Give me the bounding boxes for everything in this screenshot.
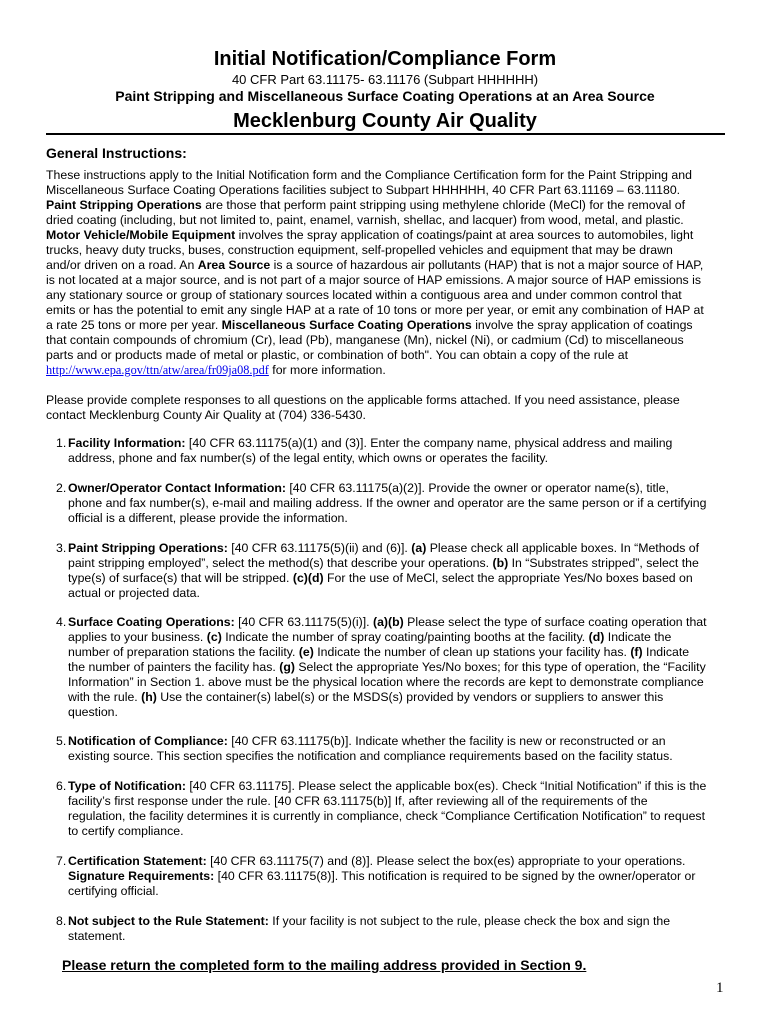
text-segment: type(s) of surface(s) that will be stripped. <box>68 571 293 585</box>
item-text <box>68 854 695 899</box>
text-line <box>68 556 699 571</box>
bold-term: Area Source <box>197 258 271 272</box>
text-line <box>68 451 672 466</box>
text-segment: regulation, the facility determines it is currently in compliance, check “Compliance Certification Notification” to request <box>68 809 705 823</box>
text-line <box>46 243 704 258</box>
text-segment: [40 CFR 63.11175(a)(1) and (3)]. Enter the company name, physical address and mailing <box>185 436 673 450</box>
bold-term: Paint Stripping Operations: <box>68 541 228 555</box>
bold-term: (g) <box>279 660 295 674</box>
text-segment: contact Mecklenburg County Air Quality at (704) 336-5430. <box>46 408 366 422</box>
text-line <box>46 333 704 348</box>
text-segment: Please check all applicable boxes. In “Methods of <box>426 541 700 555</box>
bold-term: Certification Statement: <box>68 854 207 868</box>
item-text <box>68 481 706 526</box>
text-line <box>46 348 704 363</box>
text-segment: Miscellaneous Surface Coating Operations facilities subject to Subpart HHHHHH, 40 CFR Part 63.11169 – 63.11180. <box>46 183 681 197</box>
text-line <box>68 511 706 526</box>
text-segment: to certify compliance. <box>68 824 184 838</box>
text-line <box>68 869 695 884</box>
text-segment: and/or driven on a road. An <box>46 258 198 272</box>
bold-term: (a)(b) <box>373 615 404 629</box>
intro-paragraph <box>46 168 704 378</box>
text-line <box>68 645 707 660</box>
bold-term: (c)(d) <box>292 571 324 585</box>
text-segment: Indicate the <box>604 630 672 644</box>
text-segment: any stationary source or group of stationary sources located within a contiguous area and under common control that <box>46 288 682 302</box>
text-line <box>68 690 707 705</box>
text-line <box>46 408 680 423</box>
text-line <box>68 824 706 839</box>
bold-term: Notification of Compliance: <box>68 734 228 748</box>
text-line <box>68 436 672 451</box>
text-segment: existing source. This section specifies the notification and compliance requirements based on the facility status. <box>68 749 673 763</box>
text-line <box>46 258 704 273</box>
text-segment: is not located at a major source, and is not part of a major source of HAP emissions. A major source of HAP emissions is <box>46 273 701 287</box>
text-segment: that contain compounds of chromium (Cr), lead (Pb), manganese (Mn), nickel (Ni), or cadmium (Cd) to miscellaneous <box>46 333 684 347</box>
text-segment: [40 CFR 63.11175(5)(ii) and (6)]. <box>227 541 412 555</box>
item-number: 6. <box>56 779 67 793</box>
page-number: 1 <box>716 980 724 996</box>
text-segment: Select the appropriate Yes/No boxes; for this type of operation, the “Facility <box>294 660 706 674</box>
text-line <box>46 183 704 198</box>
form-subtitle: Paint Stripping and Miscellaneous Surface Coating Operations at an Area Source <box>115 88 655 104</box>
item-number: 8. <box>56 914 67 928</box>
text-segment: [40 CFR 63.11175(b)]. Indicate whether the facility is new or reconstructed or an <box>227 734 666 748</box>
item-text <box>68 914 670 944</box>
agency-name: Mecklenburg County Air Quality <box>233 110 537 132</box>
text-line <box>68 615 707 630</box>
text-line <box>46 318 704 333</box>
text-segment: involve the spray application of coatings <box>471 318 693 332</box>
return-notice: Please return the completed form to the mailing address provided in Section 9. <box>62 957 587 973</box>
bold-term: (d) <box>588 630 605 644</box>
bold-term: (e) <box>298 645 314 659</box>
text-segment: certifying official. <box>68 884 159 898</box>
text-line <box>68 914 670 929</box>
bold-term: Not subject to the Rule Statement: <box>68 914 269 928</box>
item-number: 4. <box>56 615 67 629</box>
cfr-reference: 40 CFR Part 63.11175- 63.11176 (Subpart HHHHHH) <box>231 72 539 87</box>
text-segment: involves the spray application of coatings/paint at area sources to automobiles, light <box>235 228 694 242</box>
text-line <box>68 929 670 944</box>
text-line <box>46 168 704 183</box>
bold-term: Miscellaneous Surface Coating Operations <box>221 318 472 332</box>
text-line <box>68 660 707 675</box>
bold-term: (f) <box>630 645 643 659</box>
text-segment: official is a different, please provide the information. <box>68 511 348 525</box>
text-segment: actual or projected data. <box>68 586 200 600</box>
rule-link[interactable]: http://www.epa.gov/ttn/atw/area/fr09ja08.pdf <box>46 363 269 377</box>
bold-term: (h) <box>141 690 157 704</box>
item-text <box>68 541 699 601</box>
text-line <box>68 571 699 586</box>
text-segment: Indicate <box>642 645 690 659</box>
item-text <box>68 436 672 466</box>
text-segment: number of preparation stations the facility. <box>68 645 299 659</box>
text-segment: These instructions apply to the Initial Notification form and the Compliance Certification form for the Paint Stripping and <box>46 168 692 182</box>
text-segment: [40 CFR 63.11175(8)]. This notification is required to be signed by the owner/operator or <box>214 869 696 883</box>
text-line <box>68 675 707 690</box>
text-line <box>46 288 704 303</box>
item-number: 7. <box>56 854 67 868</box>
text-segment: a rate 25 tons or more per year. <box>46 318 222 332</box>
text-line <box>68 541 699 556</box>
text-line <box>68 630 707 645</box>
bold-term: (c) <box>206 630 222 644</box>
item-number: 5. <box>56 734 67 748</box>
text-line <box>68 481 706 496</box>
text-segment: In “Substrates stripped”, select the <box>508 556 699 570</box>
text-line <box>46 228 704 243</box>
bold-term: (b) <box>492 556 509 570</box>
text-segment: parts and or products made of metal or plastic, or combination of both". You can obtain a copy of the rule at <box>46 348 628 362</box>
text-line <box>68 854 695 869</box>
text-segment: with the rule. <box>68 690 142 704</box>
item-text <box>68 615 707 720</box>
bold-term: (a) <box>411 541 427 555</box>
text-segment: facility’s first response under the rule. [40 CFR 63.11175(b)] If, after reviewing all of the requirements of the <box>68 794 648 808</box>
text-segment: If your facility is not subject to the rule, please check the box and sign the <box>268 914 671 928</box>
text-segment: Indicate the number of clean up stations your facility has. <box>313 645 631 659</box>
text-line <box>68 705 707 720</box>
text-segment: emits or has the potential to emit any single HAP at a rate of 10 tons or more per year, or emit any combination of HAP at <box>46 303 704 317</box>
text-line <box>46 273 704 288</box>
text-segment: phone and fax number(s), e-mail and mailing address. If the owner and operator are the same person or if a certifying <box>68 496 707 510</box>
text-line <box>68 734 673 749</box>
text-line <box>68 749 673 764</box>
text-segment: is a source of hazardous air pollutants (HAP) that is not a major source of HAP, <box>270 258 704 272</box>
general-instructions-heading: General Instructions: <box>46 145 187 161</box>
bold-term: Type of Notification: <box>68 779 186 793</box>
text-segment: for more information. <box>268 363 386 377</box>
assistance-paragraph <box>46 393 680 423</box>
header-divider <box>46 133 725 135</box>
text-segment: [40 CFR 63.11175]. Please select the applicable box(es). Check “Initial Notification” if this is the <box>185 779 707 793</box>
text-segment: [40 CFR 63.11175(7) and (8)]. Please select the box(es) appropriate to your operations. <box>206 854 686 868</box>
text-segment: Use the container(s) label(s) or the MSDS(s) provided by vendors or suppliers to answer this <box>156 690 664 704</box>
text-segment: Information” in Section 1. above must be the physical location where the records are kept to demonstrate compliance <box>68 675 704 689</box>
text-line <box>68 794 706 809</box>
text-segment: statement. <box>68 929 126 943</box>
text-segment: Please select the type of surface coating operation that <box>403 615 707 629</box>
bold-term: Owner/Operator Contact Information: <box>68 481 286 495</box>
text-segment: are those that perform paint stripping using methylene chloride (MeCl) for the removal of <box>201 198 686 212</box>
text-segment: dried coating (including, but not limited to, paint, enamel, varnish, shellac, and lacquer) from wood, metal, and plastic. <box>46 213 684 227</box>
text-segment: address, phone and fax number(s) of the legal entity, which owns or operates the facility. <box>68 451 549 465</box>
text-line <box>46 363 704 378</box>
bold-term: Surface Coating Operations: <box>68 615 235 629</box>
text-segment: paint stripping employed”, select the method(s) that describe your operations. <box>68 556 493 570</box>
bold-term: Motor Vehicle/Mobile Equipment <box>46 228 236 242</box>
item-number: 1. <box>56 436 67 450</box>
text-segment: Indicate the number of spray coating/painting booths at the facility. <box>221 630 589 644</box>
text-line <box>46 303 704 318</box>
text-segment: the number of painters the facility has. <box>68 660 280 674</box>
text-segment: applies to your business. <box>68 630 207 644</box>
item-text <box>68 779 706 839</box>
item-text <box>68 734 673 764</box>
form-title: Initial Notification/Compliance Form <box>213 48 557 70</box>
text-line <box>46 213 704 228</box>
text-segment: Please provide complete responses to all questions on the applicable forms attached. If you need assistance, please <box>46 393 680 407</box>
text-line <box>68 884 695 899</box>
bold-term: Facility Information: <box>68 436 186 450</box>
text-line <box>46 393 680 408</box>
text-line <box>68 496 706 511</box>
text-line <box>46 198 704 213</box>
text-line <box>68 586 699 601</box>
text-segment: question. <box>68 705 118 719</box>
text-line <box>68 809 706 824</box>
text-segment: [40 CFR 63.11175(5)(i)]. <box>234 615 373 629</box>
bold-term: Signature Requirements: <box>68 869 215 883</box>
item-number: 2. <box>56 481 67 495</box>
text-segment: trucks, heavy duty trucks, buses, construction equipment, self-propelled vehicles and equipment that may be drawn <box>46 243 673 257</box>
bold-term: Paint Stripping Operations <box>46 198 202 212</box>
text-segment: [40 CFR 63.11175(a)(2)]. Provide the owner or operator name(s), title, <box>285 481 669 495</box>
text-segment: For the use of MeCl, select the appropriate Yes/No boxes based on <box>323 571 693 585</box>
item-number: 3. <box>56 541 67 555</box>
text-line <box>68 779 706 794</box>
